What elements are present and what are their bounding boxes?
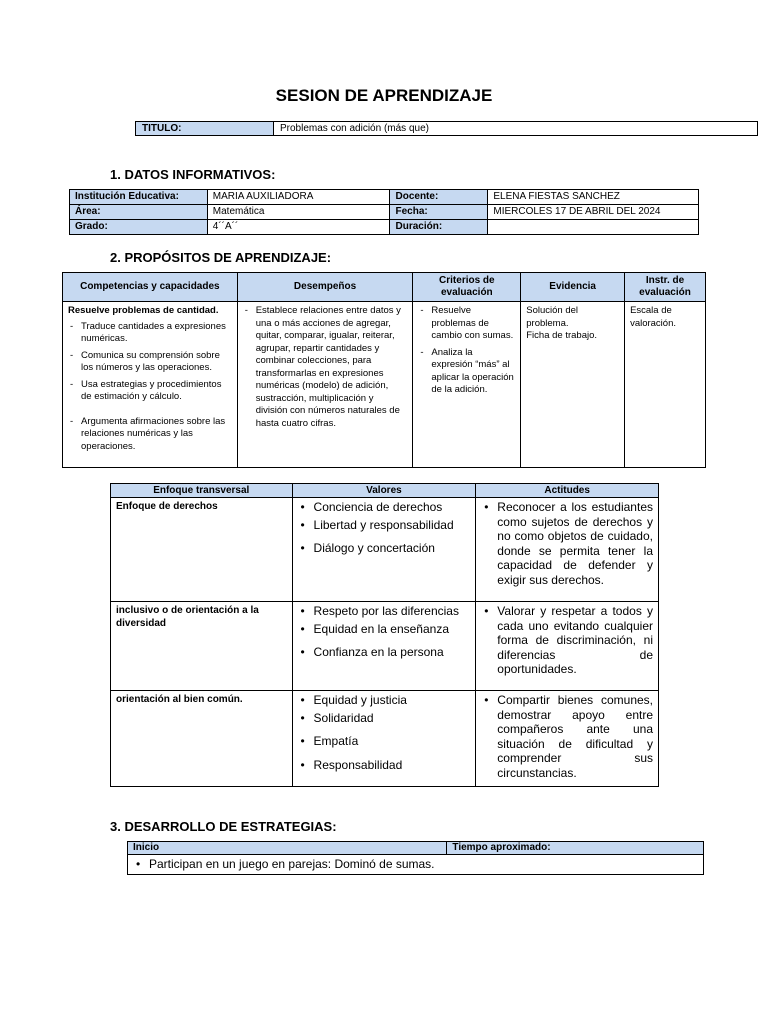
institucion-label: Institución Educativa: <box>70 190 208 205</box>
valor-item: • Solidaridad <box>298 711 471 726</box>
section-datos-heading: 1. DATOS INFORMATIVOS: <box>110 167 276 182</box>
duracion-value <box>488 220 699 235</box>
grado-value: 4´´A´´ <box>207 220 390 235</box>
evidencia-1: Solución del problema. <box>526 305 579 329</box>
desarrollo-cell <box>128 855 704 875</box>
valor-item: • Libertad y responsabilidad <box>298 518 471 533</box>
actitud-item: • Valorar y respetar a todos y cada uno evitando cualquier forma de discriminación, ni diferencias de oportunidades. <box>481 604 653 677</box>
evidencia-2: Ficha de trabajo. <box>526 330 598 341</box>
titulo-table <box>135 121 758 136</box>
valor-item: • Equidad y justicia <box>298 693 471 708</box>
datos-table <box>69 189 699 235</box>
actitud-cell <box>476 602 659 691</box>
desarrollo-item: • Participan en un juego en parejas: Dominó de sumas. <box>133 857 698 871</box>
header-evidencia: Evidencia <box>521 273 625 302</box>
header-instrumento: Instr. de evaluación <box>625 273 706 302</box>
competencia-title: Resuelve problemas de cantidad. <box>68 305 219 316</box>
instrumento-cell: Escala de valoración. <box>625 302 706 468</box>
header-criterios: Criterios de evaluación <box>413 273 521 302</box>
capacidad-item: - Traduce cantidades a expresiones numéricas. <box>68 321 232 346</box>
valor-item: • Responsabilidad <box>298 758 471 773</box>
docente-label: Docente: <box>390 190 488 205</box>
actitud-item: • Compartir bienes comunes, demostrar apoyo entre compañeros ante una situación de dificultad y comprender sus circunstancias. <box>481 693 653 780</box>
fecha-value: MIERCOLES 17 DE ABRIL DEL 2024 <box>488 205 699 220</box>
fecha-label: Fecha: <box>390 205 488 220</box>
area-value: Matemática <box>207 205 390 220</box>
criterios-cell <box>413 302 521 468</box>
propositos-table <box>62 272 706 468</box>
docente-value: ELENA FIESTAS SANCHEZ <box>488 190 699 205</box>
titulo-label: TITULO: <box>136 122 274 136</box>
desempenos-cell <box>237 302 413 468</box>
capacidad-item: - Comunica su comprensión sobre los números y las operaciones. <box>68 350 232 375</box>
valores-cell <box>292 498 476 602</box>
area-label: Área: <box>70 205 208 220</box>
valor-item: • Empatía <box>298 734 471 749</box>
enfoque-cell: Enfoque de derechos <box>111 498 293 602</box>
capacidad-item: - Usa estrategias y procedimientos de estimación y cálculo. <box>68 379 232 404</box>
header-competencias: Competencias y capacidades <box>63 273 238 302</box>
grado-label: Grado: <box>70 220 208 235</box>
criterio-item: - Analiza la expresión “más” al aplicar la operación de la adición. <box>418 347 515 397</box>
capacidades-list <box>68 321 232 454</box>
competencias-cell <box>63 302 238 468</box>
duracion-label: Duración: <box>390 220 488 235</box>
actitud-cell <box>476 498 659 602</box>
header-inicio: Inicio <box>128 842 447 855</box>
actitud-item: • Reconocer a los estudiantes como sujetos de derechos y no como objetos de cuidado, donde se permita tener la capacidad de defender y exigir sus derechos. <box>481 500 653 587</box>
evidencia-cell <box>521 302 625 468</box>
valores-cell <box>292 691 476 787</box>
valores-cell <box>292 602 476 691</box>
enfoque-cell: orientación al bien común. <box>111 691 293 787</box>
capacidad-item: - Argumenta afirmaciones sobre las relaciones numéricas y las operaciones. <box>68 416 232 454</box>
desempeno-item: - Establece relaciones entre datos y una o más acciones de agregar, quitar, comparar, igualar, reiterar, agrupar, repartir cantidades y combinar colecciones, para transformarlas en expresiones numéricas (modelo) de adición, sustracción, multiplicación y división con números naturales de hasta cuatro cifras. <box>243 305 408 430</box>
enfoques-table <box>110 483 659 787</box>
header-enfoque: Enfoque transversal <box>111 484 293 498</box>
header-valores: Valores <box>292 484 476 498</box>
section-propositos-heading: 2. PROPÓSITOS DE APRENDIZAJE: <box>110 250 332 265</box>
valor-item: • Confianza en la persona <box>298 645 471 660</box>
header-tiempo: Tiempo aproximado: <box>447 842 704 855</box>
valor-item: • Diálogo y concertación <box>298 541 471 556</box>
page-title: SESION DE APRENDIZAJE <box>275 86 493 105</box>
desarrollo-table <box>127 841 704 875</box>
header-desempenos: Desempeños <box>237 273 413 302</box>
enfoque-cell: inclusivo o de orientación a la diversidad <box>111 602 293 691</box>
section-desarrollo-heading: 3. DESARROLLO DE ESTRATEGIAS: <box>110 819 337 834</box>
valor-item: • Conciencia de derechos <box>298 500 471 515</box>
actitud-cell <box>476 691 659 787</box>
titulo-value: Problemas con adición (más que) <box>274 122 758 136</box>
criterio-item: - Resuelve problemas de cambio con sumas. <box>418 305 515 343</box>
header-actitudes: Actitudes <box>476 484 659 498</box>
valor-item: • Equidad en la enseñanza <box>298 622 471 637</box>
institucion-value: MARIA AUXILIADORA <box>207 190 390 205</box>
valor-item: • Respeto por las diferencias <box>298 604 471 619</box>
